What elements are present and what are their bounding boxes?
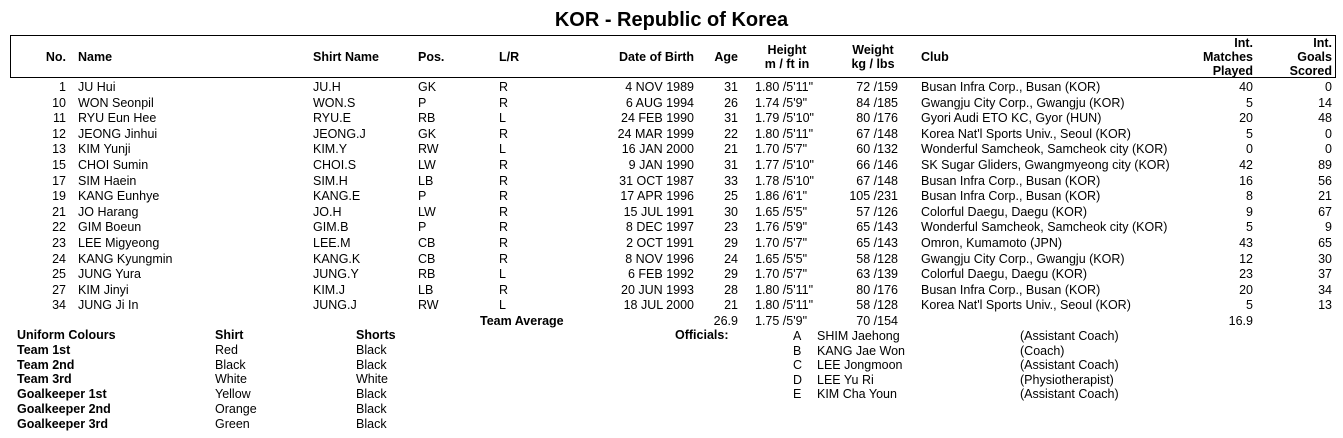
cell-matches: 16: [1239, 173, 1253, 188]
cell-pos: LB: [418, 282, 434, 297]
cell-pos: RW: [418, 298, 439, 313]
header-pos: Pos.: [418, 50, 445, 64]
cell-weight: 67 /148: [856, 173, 898, 188]
table-row: [0, 235, 1343, 251]
header-name: Name: [78, 50, 113, 64]
cell-no: 34: [52, 298, 66, 313]
uniform-shorts: Black: [356, 343, 387, 357]
cell-no: 17: [52, 173, 66, 188]
cell-goals: 48: [1318, 111, 1332, 126]
cell-pos: LW: [418, 158, 436, 172]
cell-name: KANG Kyungmin: [78, 251, 173, 266]
cell-shirt: KIM.J: [313, 282, 345, 297]
table-row: [0, 110, 1343, 126]
header-goals-3: Scored: [1289, 64, 1332, 78]
officials-heading: Officials:: [675, 328, 729, 342]
cell-club: Wonderful Samcheok, Samcheok city (KOR): [921, 142, 1168, 157]
official-role: (Physiotherapist): [1020, 372, 1114, 387]
cell-matches: 20: [1239, 111, 1253, 126]
uniform-shirt: Yellow: [215, 387, 251, 402]
cell-shirt: KANG.E: [313, 189, 361, 204]
cell-height: 1.65 /5'5": [755, 251, 808, 266]
cell-lr: R: [499, 236, 509, 250]
cell-club: Colorful Daegu, Daegu (KOR): [921, 204, 1088, 219]
cell-weight: 57 /126: [856, 204, 898, 219]
cell-name: SIM Haein: [78, 173, 137, 188]
cell-age: 21: [724, 298, 738, 313]
cell-pos: GK: [418, 80, 437, 94]
official-code: B: [793, 343, 802, 358]
cell-club: Busan Infra Corp., Busan (KOR): [921, 80, 1101, 94]
cell-goals: 13: [1318, 298, 1332, 313]
official-name: LEE Jongmoon: [817, 358, 903, 372]
team-average-height: 1.75 /5'9": [755, 314, 808, 328]
cell-no: 11: [53, 111, 66, 126]
cell-height: 1.65 /5'5": [755, 204, 808, 219]
cell-club: Busan Infra Corp., Busan (KOR): [921, 282, 1101, 297]
cell-dob: 6 AUG 1994: [625, 95, 694, 110]
cell-dob: 18 JUL 2000: [623, 298, 694, 313]
uniform-shorts: Black: [356, 387, 387, 402]
cell-matches: 8: [1246, 189, 1253, 204]
header-goals-2: Goals: [1297, 50, 1332, 64]
cell-pos: CB: [418, 251, 436, 266]
cell-age: 26: [724, 95, 738, 110]
cell-weight: 58 /128: [856, 298, 898, 313]
uniform-shirt: White: [215, 372, 247, 387]
cell-lr: L: [499, 142, 506, 157]
uniform-label: Team 3rd: [17, 372, 72, 387]
table-row: [0, 126, 1343, 142]
cell-club: Gwangju City Corp., Gwangju (KOR): [921, 95, 1125, 110]
cell-matches: 0: [1246, 142, 1253, 157]
cell-no: 23: [52, 236, 66, 250]
header-height-1: Height: [767, 43, 807, 57]
cell-lr: R: [499, 220, 509, 235]
cell-pos: RW: [418, 142, 439, 157]
cell-matches: 20: [1239, 282, 1253, 297]
cell-weight: 63 /139: [856, 267, 898, 282]
cell-matches: 9: [1246, 204, 1253, 219]
cell-goals: 56: [1318, 173, 1332, 188]
cell-dob: 9 JAN 1990: [628, 158, 694, 172]
cell-lr: R: [499, 80, 509, 94]
table-row: [0, 297, 1343, 313]
table-row: [0, 266, 1343, 282]
uniform-heading: Uniform Colours: [17, 328, 116, 342]
cell-name: RYU Eun Hee: [78, 111, 157, 126]
cell-dob: 31 OCT 1987: [619, 173, 694, 188]
cell-goals: 0: [1325, 126, 1332, 141]
cell-dob: 6 FEB 1992: [627, 267, 694, 282]
cell-height: 1.70 /5'7": [755, 142, 808, 157]
cell-weight: 72 /159: [856, 80, 898, 94]
cell-pos: P: [418, 95, 427, 110]
cell-club: Gyori Audi ETO KC, Gyor (HUN): [921, 111, 1102, 126]
cell-shirt: JO.H: [313, 204, 342, 219]
uniform-shirt-heading: Shirt: [215, 328, 244, 342]
cell-goals: 9: [1325, 220, 1332, 235]
cell-dob: 8 NOV 1996: [625, 251, 694, 266]
cell-club: Wonderful Samcheok, Samcheok city (KOR): [921, 220, 1168, 235]
cell-age: 31: [724, 111, 738, 126]
table-row: [0, 141, 1343, 157]
cell-name: KIM Yunji: [78, 142, 131, 157]
cell-height: 1.80 /5'11": [755, 282, 814, 297]
uniform-shorts: Black: [356, 357, 387, 372]
cell-pos: CB: [418, 236, 436, 250]
cell-shirt: GIM.B: [313, 220, 349, 235]
cell-weight: 67 /148: [856, 126, 898, 141]
team-average-age: 26.9: [713, 314, 738, 328]
table-row: [0, 95, 1343, 111]
cell-lr: L: [499, 298, 506, 313]
uniform-label: Team 2nd: [17, 357, 75, 372]
cell-shirt: JU.H: [313, 80, 341, 94]
uniform-shirt: Red: [215, 343, 238, 357]
cell-name: CHOI Sumin: [78, 158, 149, 172]
table-row: [0, 282, 1343, 298]
page-title: KOR - Republic of Korea: [554, 9, 789, 31]
official-role: (Coach): [1020, 343, 1065, 358]
cell-name: GIM Boeun: [78, 220, 142, 235]
uniform-label: Goalkeeper 2nd: [17, 401, 111, 416]
team-average-label: Team Average: [480, 314, 564, 328]
cell-matches: 12: [1239, 251, 1253, 266]
cell-height: 1.70 /5'7": [755, 267, 808, 282]
cell-age: 33: [724, 173, 738, 188]
cell-dob: 2 OCT 1991: [626, 236, 694, 250]
uniform-label: Goalkeeper 3rd: [17, 416, 109, 431]
cell-no: 21: [52, 204, 66, 219]
cell-height: 1.70 /5'7": [755, 236, 808, 250]
cell-weight: 80 /176: [856, 111, 898, 126]
cell-age: 21: [724, 142, 738, 157]
official-role: (Assistant Coach): [1020, 387, 1119, 401]
uniform-shirt: Orange: [215, 401, 257, 416]
cell-goals: 89: [1318, 158, 1332, 172]
cell-no: 1: [59, 80, 66, 94]
cell-age: 28: [724, 282, 738, 297]
team-average-weight: 70 /154: [856, 314, 898, 328]
cell-height: 1.80 /5'11": [755, 80, 814, 94]
cell-matches: 43: [1239, 236, 1253, 250]
cell-goals: 65: [1318, 236, 1332, 250]
official-role: (Assistant Coach): [1020, 329, 1119, 343]
cell-shirt: RYU.E: [313, 111, 351, 126]
cell-no: 13: [52, 142, 66, 157]
table-row: [0, 204, 1343, 220]
header-weight-2: kg / lbs: [851, 57, 895, 71]
cell-name: JU Hui: [78, 80, 116, 94]
cell-weight: 84 /185: [856, 95, 898, 110]
uniform-shorts-heading: Shorts: [356, 328, 396, 342]
header-matches-3: Played: [1212, 64, 1253, 78]
cell-height: 1.80 /5'11": [755, 126, 814, 141]
header-height-2: m / ft in: [764, 57, 810, 71]
cell-no: 25: [52, 267, 66, 282]
cell-age: 22: [724, 126, 738, 141]
cell-height: 1.77 /5'10": [755, 158, 814, 172]
table-row: [0, 173, 1343, 189]
cell-goals: 30: [1318, 251, 1332, 266]
cell-no: 22: [52, 220, 66, 235]
cell-name: KIM Jinyi: [78, 282, 129, 297]
cell-lr: R: [499, 158, 509, 172]
official-code: A: [793, 329, 802, 343]
cell-age: 29: [724, 267, 738, 282]
cell-shirt: CHOI.S: [313, 158, 357, 172]
cell-shirt: JUNG.Y: [313, 267, 359, 282]
header-age: Age: [714, 50, 738, 64]
cell-lr: R: [499, 282, 509, 297]
cell-age: 30: [724, 204, 738, 219]
cell-age: 31: [724, 80, 738, 94]
cell-pos: LW: [418, 204, 436, 219]
table-row: [0, 157, 1343, 173]
cell-lr: L: [499, 111, 506, 126]
cell-weight: 65 /143: [856, 220, 898, 235]
table-row: [0, 251, 1343, 267]
cell-goals: 67: [1318, 204, 1332, 219]
cell-pos: RB: [418, 111, 436, 126]
header-goals-1: Int.: [1313, 36, 1332, 50]
cell-no: 10: [52, 95, 66, 110]
cell-no: 12: [52, 126, 66, 141]
cell-age: 23: [724, 220, 738, 235]
uniform-shorts: White: [356, 372, 388, 387]
cell-dob: 15 JUL 1991: [623, 204, 694, 219]
official-name: KIM Cha Youn: [817, 387, 897, 401]
cell-age: 31: [724, 158, 738, 172]
cell-weight: 105 /231: [849, 189, 898, 204]
cell-name: JO Harang: [78, 204, 139, 219]
header-matches-2: Matches: [1202, 50, 1253, 64]
cell-goals: 34: [1318, 282, 1332, 297]
cell-no: 15: [52, 158, 66, 172]
cell-weight: 80 /176: [856, 282, 898, 297]
header-matches-1: Int.: [1234, 36, 1253, 50]
header-dob: Date of Birth: [619, 50, 694, 64]
header-club: Club: [921, 50, 949, 64]
cell-matches: 5: [1246, 220, 1253, 235]
uniform-shorts: Black: [356, 416, 387, 431]
cell-dob: 8 DEC 1997: [625, 220, 694, 235]
cell-lr: R: [499, 95, 509, 110]
cell-lr: L: [499, 267, 506, 282]
official-name: SHIM Jaehong: [817, 329, 900, 343]
cell-weight: 58 /128: [856, 251, 898, 266]
cell-no: 24: [52, 251, 66, 266]
official-code: E: [793, 387, 802, 401]
table-row: [0, 79, 1343, 95]
cell-dob: 24 FEB 1990: [621, 111, 694, 126]
cell-lr: R: [499, 126, 509, 141]
cell-goals: 14: [1318, 95, 1332, 110]
cell-matches: 5: [1246, 126, 1253, 141]
cell-club: Korea Nat'l Sports Univ., Seoul (KOR): [921, 126, 1131, 141]
cell-name: KANG Eunhye: [78, 189, 160, 204]
cell-age: 29: [724, 236, 738, 250]
cell-height: 1.74 /5'9": [755, 95, 808, 110]
uniform-shirt: Black: [215, 357, 246, 372]
cell-goals: 37: [1318, 267, 1332, 282]
cell-name: JEONG Jinhui: [78, 126, 158, 141]
cell-name: LEE Migyeong: [78, 236, 160, 250]
cell-weight: 65 /143: [856, 236, 898, 250]
cell-shirt: KIM.Y: [313, 142, 348, 157]
uniform-shirt: Green: [215, 416, 250, 431]
header-shirt-name: Shirt Name: [313, 50, 379, 64]
cell-no: 19: [52, 189, 66, 204]
cell-club: Busan Infra Corp., Busan (KOR): [921, 189, 1101, 204]
cell-matches: 40: [1239, 80, 1253, 94]
cell-lr: R: [499, 189, 509, 204]
official-code: C: [793, 358, 803, 372]
cell-club: Busan Infra Corp., Busan (KOR): [921, 173, 1101, 188]
cell-shirt: JEONG.J: [313, 126, 366, 141]
cell-shirt: JUNG.J: [313, 298, 357, 313]
cell-age: 25: [724, 189, 738, 204]
cell-shirt: KANG.K: [313, 251, 361, 266]
cell-height: 1.86 /6'1": [755, 189, 808, 204]
team-average-row: [0, 313, 1343, 329]
cell-weight: 60 /132: [856, 142, 898, 157]
cell-name: WON Seonpil: [78, 95, 154, 110]
cell-club: SK Sugar Gliders, Gwangmyeong city (KOR): [921, 158, 1170, 172]
cell-pos: P: [418, 220, 427, 235]
cell-goals: 0: [1325, 80, 1332, 94]
header-weight-1: Weight: [852, 43, 894, 57]
cell-club: Colorful Daegu, Daegu (KOR): [921, 267, 1088, 282]
cell-weight: 66 /146: [856, 158, 898, 172]
cell-shirt: SIM.H: [313, 173, 348, 188]
table-row: [0, 188, 1343, 204]
cell-shirt: LEE.M: [313, 236, 351, 250]
cell-dob: 16 JAN 2000: [621, 142, 694, 157]
cell-club: Korea Nat'l Sports Univ., Seoul (KOR): [921, 298, 1131, 313]
uniform-label: Team 1st: [17, 343, 71, 357]
cell-matches: 42: [1239, 158, 1253, 172]
uniform-label: Goalkeeper 1st: [17, 387, 107, 402]
cell-pos: RB: [418, 267, 436, 282]
cell-height: 1.79 /5'10": [755, 111, 814, 126]
table-row: [0, 219, 1343, 235]
cell-dob: 20 JUN 1993: [621, 282, 694, 297]
cell-dob: 4 NOV 1989: [625, 80, 694, 94]
cell-matches: 5: [1246, 298, 1253, 313]
cell-club: Omron, Kumamoto (JPN): [921, 236, 1063, 250]
cell-dob: 24 MAR 1999: [617, 126, 694, 141]
cell-lr: R: [499, 204, 509, 219]
official-role: (Assistant Coach): [1020, 358, 1119, 372]
cell-height: 1.78 /5'10": [755, 173, 814, 188]
cell-club: Gwangju City Corp., Gwangju (KOR): [921, 251, 1125, 266]
cell-height: 1.76 /5'9": [755, 220, 808, 235]
cell-goals: 21: [1318, 189, 1332, 204]
cell-height: 1.80 /5'11": [755, 298, 814, 313]
team-average-matches: 16.9: [1228, 314, 1253, 328]
cell-pos: GK: [418, 126, 437, 141]
cell-pos: LB: [418, 173, 434, 188]
cell-no: 27: [52, 282, 66, 297]
official-name: LEE Yu Ri: [817, 372, 874, 387]
cell-matches: 5: [1246, 95, 1253, 110]
header-no: No.: [45, 50, 66, 64]
cell-goals: 0: [1325, 142, 1332, 157]
header-lr: L/R: [499, 50, 520, 64]
cell-lr: R: [499, 173, 509, 188]
cell-shirt: WON.S: [313, 95, 356, 110]
cell-age: 24: [724, 251, 738, 266]
official-name: KANG Jae Won: [817, 343, 906, 358]
cell-matches: 23: [1239, 267, 1253, 282]
official-code: D: [793, 372, 803, 387]
cell-pos: P: [418, 189, 427, 204]
uniform-shorts: Black: [356, 401, 387, 416]
cell-name: JUNG Ji In: [78, 298, 139, 313]
cell-lr: R: [499, 251, 509, 266]
cell-name: JUNG Yura: [78, 267, 141, 282]
cell-dob: 17 APR 1996: [620, 189, 694, 204]
